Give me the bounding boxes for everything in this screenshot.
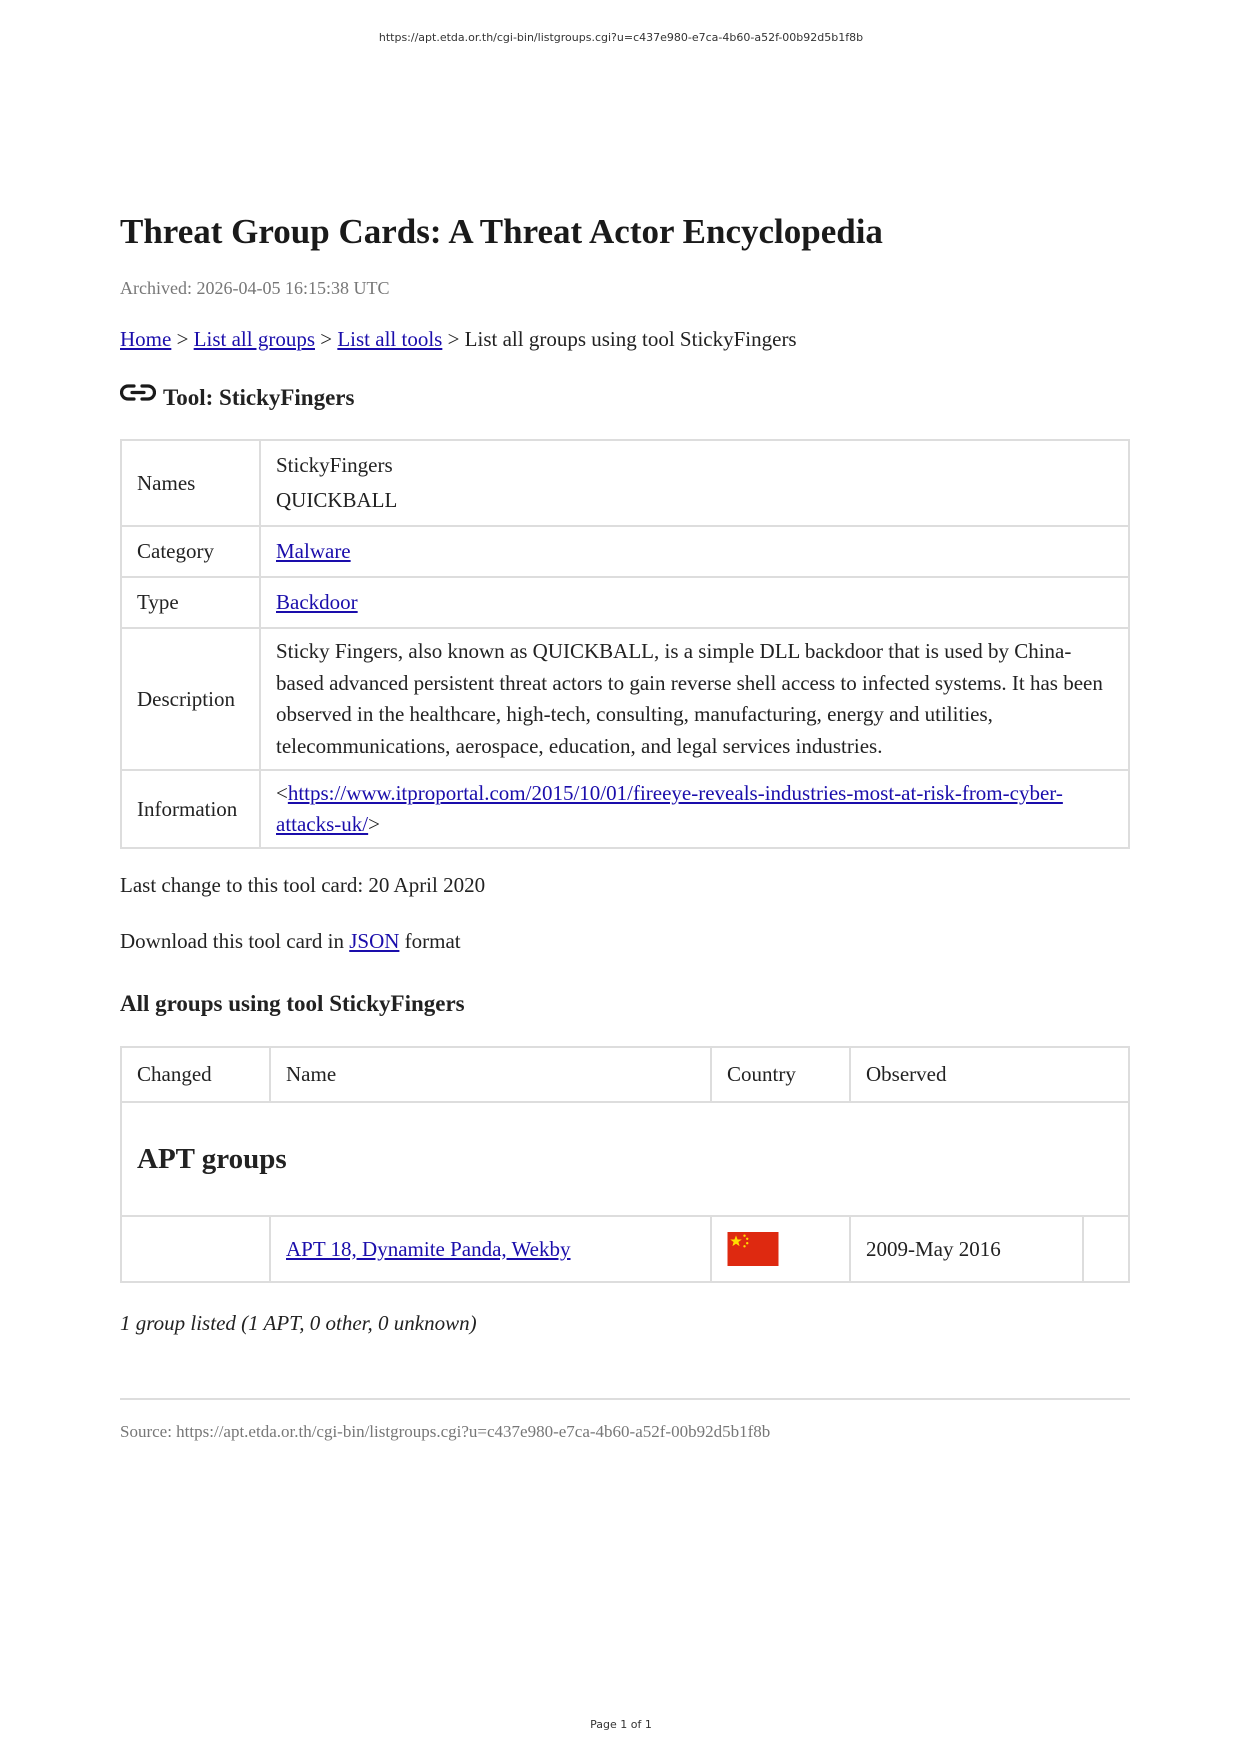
country-cell — [711, 1216, 850, 1282]
breadcrumb-separator: > — [171, 327, 194, 351]
description-row — [121, 628, 1129, 770]
breadcrumb — [120, 325, 1130, 353]
category-row — [121, 526, 1129, 577]
column-header-observed[interactable]: Observed — [850, 1047, 1129, 1102]
tool-heading — [120, 383, 1130, 413]
column-header-changed[interactable]: Changed — [121, 1047, 270, 1102]
information-row — [121, 770, 1129, 848]
main-content — [120, 210, 1130, 1444]
breadcrumb-groups-link[interactable]: List all groups — [193, 327, 315, 351]
groups-heading: All groups using tool StickyFingers — [120, 991, 465, 1016]
category-link[interactable]: Malware — [276, 539, 351, 563]
observed-cell: 2009-May 2016 — [850, 1216, 1083, 1282]
source-url: Source: https://apt.etda.or.th/cgi-bin/listgroups.cgi?u=c437e980-e7ca-4b60-a52f-00b92d5b1f8b — [120, 1422, 771, 1441]
tool-card-table — [120, 439, 1130, 849]
name-cell — [270, 1216, 711, 1282]
download-line — [120, 927, 1130, 955]
names-label: Names — [121, 440, 260, 526]
china-flag-icon — [727, 1232, 779, 1266]
extra-cell — [1083, 1216, 1129, 1282]
group-link[interactable]: APT 18, Dynamite Panda, Wekby — [286, 1236, 571, 1261]
type-value — [260, 577, 1129, 628]
print-header-url: https://apt.etda.or.th/cgi-bin/listgroups.cgi?u=c437e980-e7ca-4b60-a52f-00b92d5b1f8b — [378, 31, 864, 44]
column-header-country[interactable]: Country — [711, 1047, 850, 1102]
changed-cell — [121, 1216, 270, 1282]
breadcrumb-current: > List all groups using tool StickyFingers — [442, 327, 797, 351]
download-suffix: format — [399, 929, 461, 953]
description-label: Description — [121, 628, 260, 770]
tool-name: StickyFingers — [276, 453, 393, 477]
tool-name: QUICKBALL — [276, 488, 398, 512]
section-title-apt: APT groups — [121, 1102, 1129, 1216]
information-link[interactable]: https://www.itproportal.com/2015/10/01/fireeye-reveals-industries-most-at-risk-from-cyber-attacks-uk/ — [276, 781, 1063, 836]
information-label: Information — [121, 770, 260, 848]
page-title: Threat Group Cards: A Threat Actor Encyclopedia — [120, 212, 883, 251]
bracket-open: < — [276, 781, 288, 805]
type-label: Type — [121, 577, 260, 628]
category-value — [260, 526, 1129, 577]
column-header-name[interactable]: Name — [270, 1047, 711, 1102]
download-prefix: Download this tool card in — [120, 929, 350, 953]
information-value — [260, 770, 1129, 848]
last-change-text: Last change to this tool card: 20 April 2020 — [120, 873, 486, 897]
type-row — [121, 577, 1129, 628]
page-number: Page 1 of 1 — [590, 1718, 652, 1731]
tool-title: Tool: StickyFingers — [163, 385, 355, 410]
breadcrumb-separator: > — [315, 327, 338, 351]
table-row — [121, 1216, 1129, 1282]
breadcrumb-tools-link[interactable]: List all tools — [337, 327, 443, 351]
category-label: Category — [121, 526, 260, 577]
bracket-close: > — [368, 812, 380, 836]
section-row — [121, 1102, 1129, 1216]
names-value — [260, 440, 1129, 526]
link-icon — [120, 381, 156, 405]
type-link[interactable]: Backdoor — [276, 590, 358, 614]
names-row — [121, 440, 1129, 526]
groups-summary: 1 group listed (1 APT, 0 other, 0 unknown) — [120, 1311, 477, 1335]
groups-table — [120, 1046, 1130, 1283]
breadcrumb-home-link[interactable]: Home — [120, 327, 172, 351]
archived-timestamp: Archived: 2026-04-05 16:15:38 UTC — [120, 278, 390, 298]
description-value: Sticky Fingers, also known as QUICKBALL, is a simple DLL backdoor that is used by China-based advanced persistent threat actors to gain reverse shell access to infected systems. It has been observed in the healthcare, high-tech, consulting, manufacturing, energy and utilities, telecommunications, aerospace, education, and legal services industries. — [260, 628, 1129, 770]
json-download-link[interactable]: JSON — [349, 929, 400, 953]
footer-divider — [120, 1398, 1130, 1400]
groups-header-row — [121, 1047, 1129, 1102]
